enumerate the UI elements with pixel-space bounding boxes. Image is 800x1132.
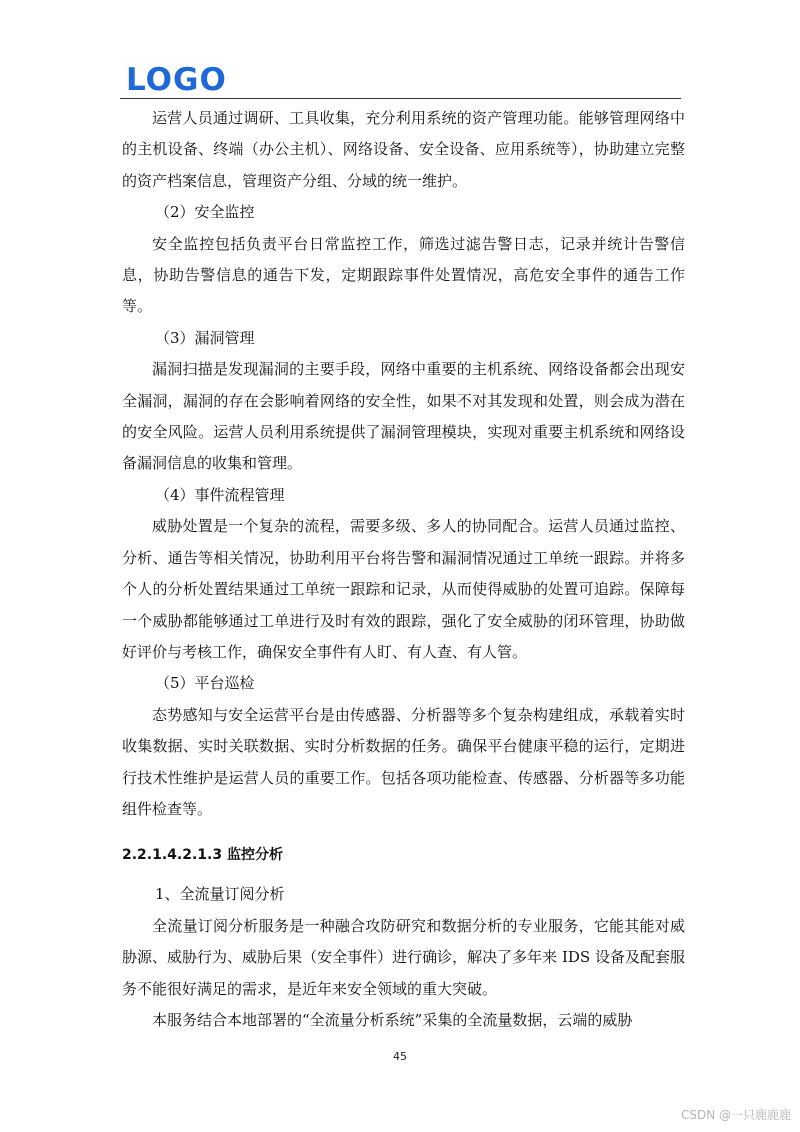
subheading-platform-inspection: （5）平台巡检 xyxy=(155,674,255,693)
paragraph-security-monitoring: 安全监控包括负责平台日常监控工作，筛选过滤告警日志，记录并统计告警信息，协助告警信息的通告下发，定期跟踪事件处置情况，高危安全事件的通告工作等。 xyxy=(122,234,685,316)
paragraph-platform-inspection: 态势感知与安全运营平台是由传感器、分析器等多个复杂构建组成，承载着实时收集数据、实时关联数据、实时分析数据的任务。确保平台健康平稳的运行，定期进行技术性维护是运营人员的重要工作。包括各项功能检查、传感器、分析器等多功能组件检查等。 xyxy=(122,705,685,818)
subheading-security-monitoring: （2）安全监控 xyxy=(155,203,255,222)
document-body xyxy=(122,103,685,1036)
header-divider xyxy=(120,98,681,99)
paragraph-vulnerability-management: 漏洞扫描是发现漏洞的主要手段，网络中重要的主机系统、网络设备都会出现安全漏洞，漏洞的存在会影响着网络的安全性，如果不对其发现和处置，则会成为潜在的安全风险。运营人员利用系统提供了漏洞管理模块，实现对重要主机系统和网络设备漏洞信息的收集和管理。 xyxy=(122,360,685,473)
subheading-vulnerability-management: （3）漏洞管理 xyxy=(155,328,255,347)
watermark: CSDN @一只鹿鹿鹿 xyxy=(680,1108,791,1122)
logo: LOGO xyxy=(126,62,227,98)
page-number: 45 xyxy=(393,1050,407,1063)
paragraph-full-traffic-analysis: 全流量订阅分析服务是一种融合攻防研究和数据分析的专业服务，它能其能对威胁源、威胁行为、威胁后果（安全事件）进行确诊，解决了多年来 IDS 设备及配套服务不能很好满足的需求，是近年来安全领域的重大突破。 xyxy=(122,916,685,998)
subheading-full-traffic-analysis: 1、全流量订阅分析 xyxy=(155,885,285,904)
paragraph-local-deployment: 本服务结合本地部署的“全流量分析系统”采集的全流量数据，云端的威胁 xyxy=(152,1010,633,1029)
paragraph-asset-management: 运营人员通过调研、工具收集，充分利用系统的资产管理功能。能够管理网络中的主机设备、终端（办公主机）、网络设备、安全设备、应用系统等），协助建立完整的资产档案信息，管理资产分组、分域的统一维护。 xyxy=(122,109,685,190)
paragraph-event-workflow: 威胁处置是一个复杂的流程，需要多级、多人的协同配合。运营人员通过监控、分析、通告等相关情况，协助利用平台将告警和漏洞情况通过工单统一跟踪。并将多个人的分析处置结果通过工单统一跟踪和记录，从而使得威胁的处置可追踪。保障每一个威胁都能够通过工单进行及时有效的跟踪，强化了安全威胁的闭环管理，协助做好评价与考核工作，确保安全事件有人盯、有人查、有人管。 xyxy=(122,517,685,661)
subheading-event-workflow: （4）事件流程管理 xyxy=(155,485,285,504)
section-heading-monitoring-analysis: 2.2.1.4.2.1.3 监控分析 xyxy=(122,847,283,864)
